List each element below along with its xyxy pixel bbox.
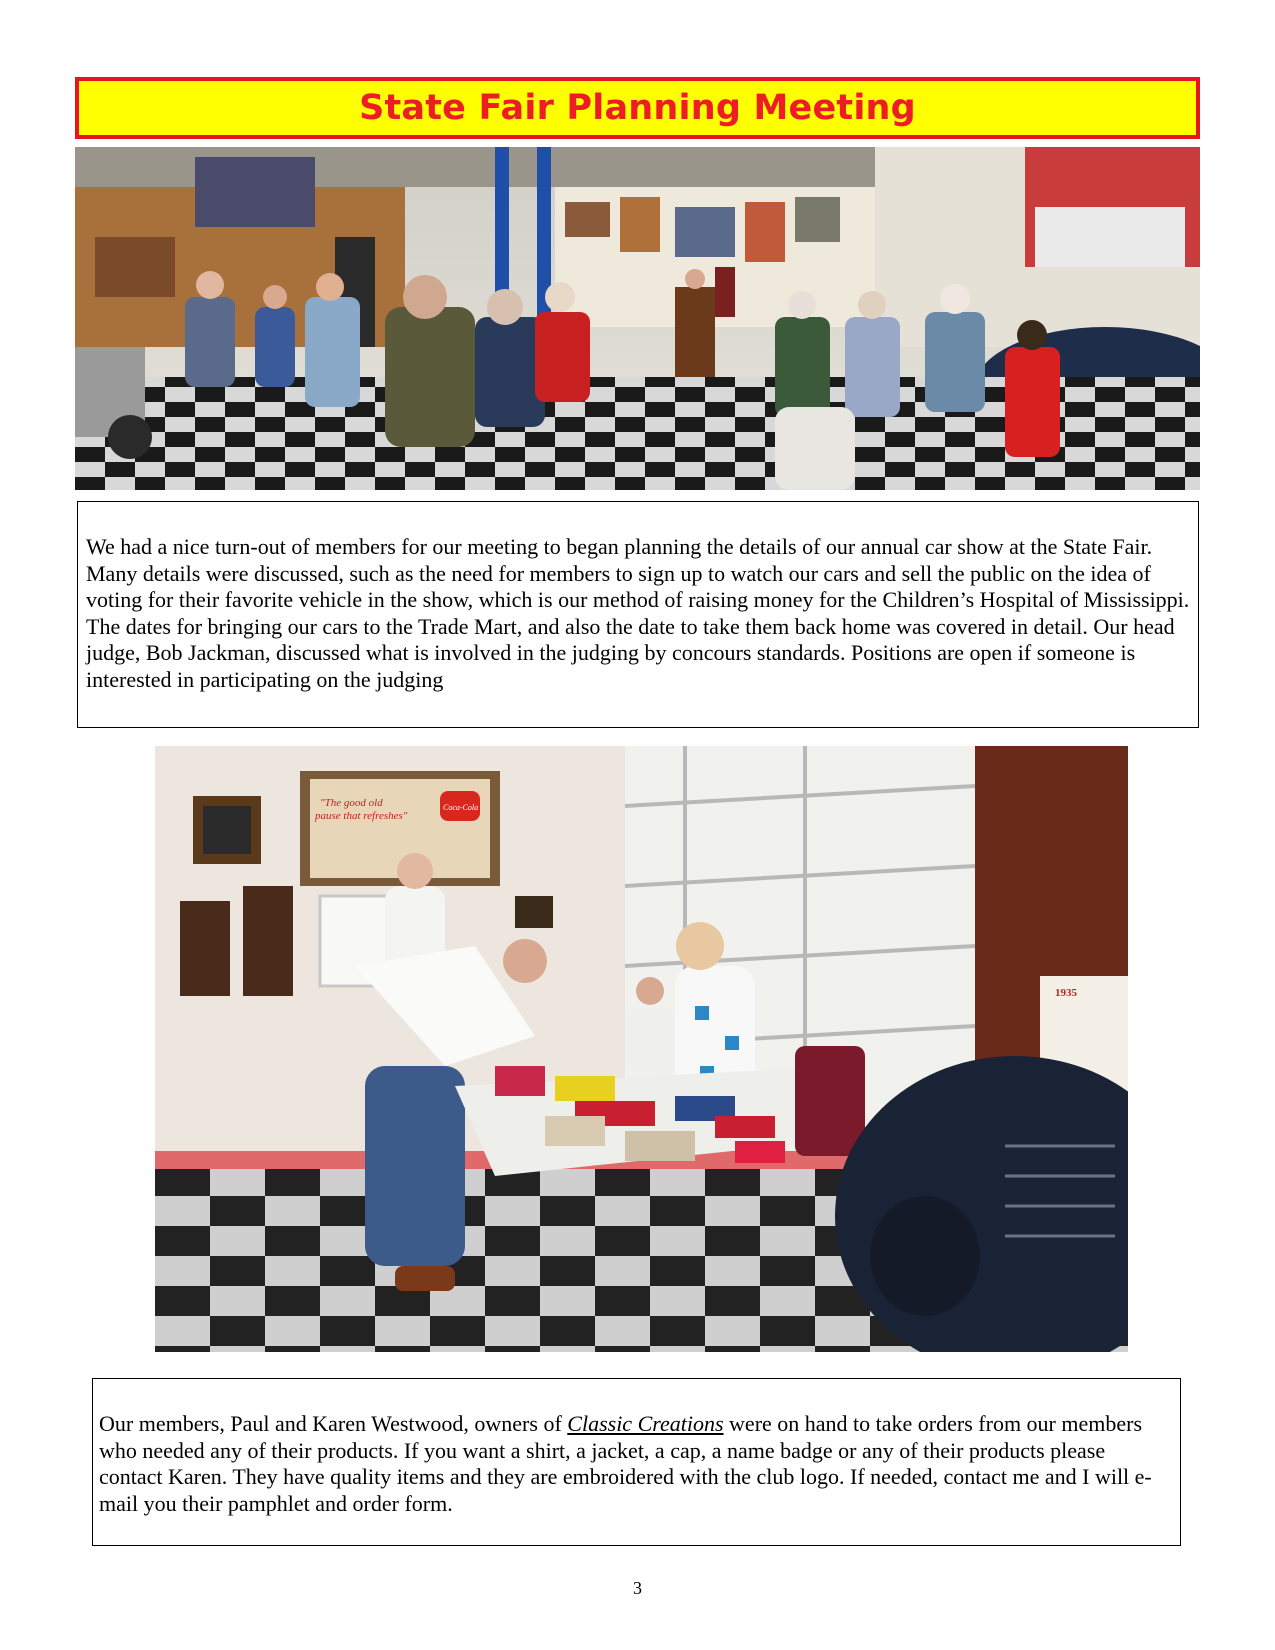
meeting-description-box xyxy=(77,501,1199,728)
meeting-description: We had a nice turn-out of members for our meeting to began planning the details of our annual car show at the State Fair. Many details were discussed, such as the need for members to sign up to watch our cars and sell the public on the idea of voting for their favorite vehicle in the show, which is our method of raising money for the Children’s Hospital of Mississippi. The dates for bringing our cars to the Trade Mart, and also the date to take them back home was covered in detail. Our head judge, Bob Jackman, discussed what is involved in the judging by concours standards. Positions are open if someone is interested in participating on the judging xyxy=(86,534,1190,692)
paragraph-2-before: Our members, Paul and Karen Westwood, owners of xyxy=(99,1411,568,1436)
paragraph-2-after: were on hand to take orders from our members who needed any of their products. If you want a shirt, a jacket, a cap, a name badge or any of their products please contact Karen. They have quality items and they are embroidered with the club logo. If needed, contact me and I will e-mail you their pamphlet and order form. xyxy=(99,1411,1152,1516)
merchandise-table-photo xyxy=(155,746,1128,1352)
title-banner xyxy=(75,77,1200,139)
svg-text:1935: 1935 xyxy=(1055,987,1077,999)
meeting-photo xyxy=(75,147,1200,490)
business-name-link[interactable]: Classic Creations xyxy=(567,1411,724,1436)
svg-text:pause that refreshes": pause that refreshes" xyxy=(315,810,408,822)
page-title: State Fair Planning Meeting xyxy=(359,88,916,128)
page-number: 3 xyxy=(633,1578,642,1598)
svg-text:"The good old: "The good old xyxy=(320,797,383,809)
classic-creations-box xyxy=(92,1378,1181,1546)
svg-text:Coca-Cola: Coca-Cola xyxy=(443,803,479,812)
classic-creations-description xyxy=(99,1411,1174,1517)
